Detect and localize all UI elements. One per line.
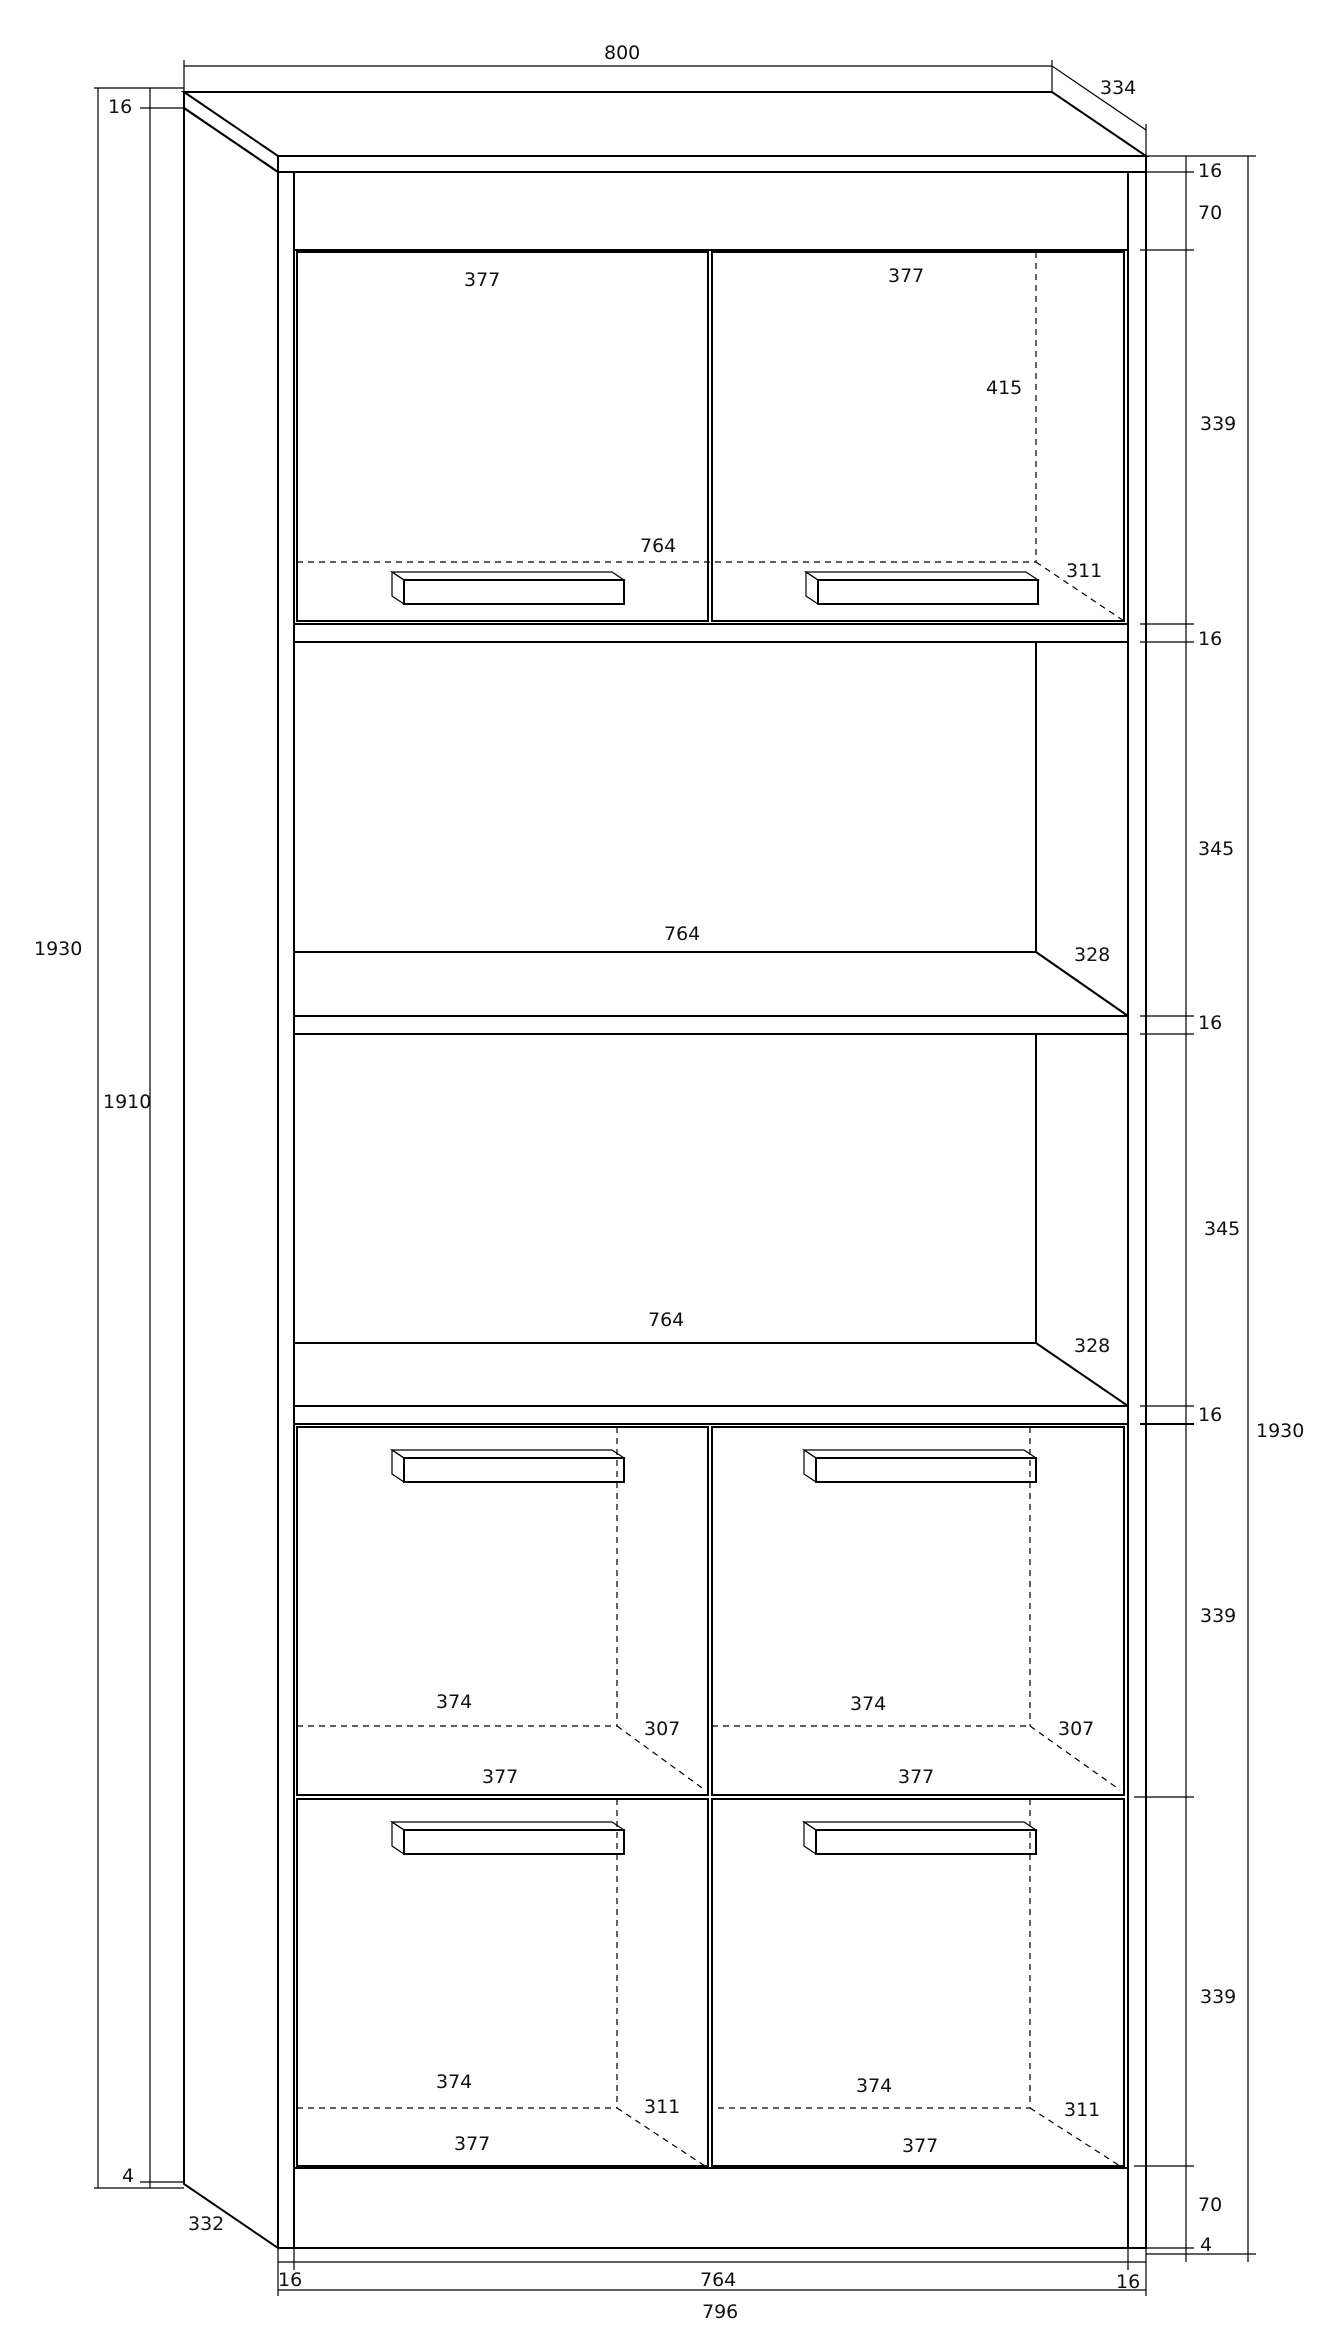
dim-top-drawer-depth: 311 [1066,560,1103,582]
handle-mid-right[interactable] [804,1450,1036,1482]
dim-right-divider-2: 16 [1198,1012,1223,1034]
dim-d3-left-depth: 307 [644,1718,681,1740]
dim-d4-left-depth: 311 [644,2096,681,2118]
dim-d3-left-inner: 374 [436,1691,473,1713]
dim-d3-right-width: 377 [898,1766,935,1788]
dim-right-drawer-row-1: 339 [1200,1605,1237,1627]
dim-overall-width: 800 [604,42,641,64]
dim-shelf2-depth: 328 [1074,1335,1111,1357]
dim-side-right-bottom: 16 [1116,2271,1141,2293]
divider-1 [294,624,1128,642]
dim-base-depth: 332 [188,2213,225,2235]
top-panel-front-edge [278,156,1146,172]
dim-shelf1-width: 764 [664,923,701,945]
dim-shelf1-depth: 328 [1074,944,1111,966]
dim-depth-top: 334 [1100,77,1137,99]
left-side-panel [184,108,278,2248]
dim-right-divider-1: 16 [1198,628,1223,650]
handle-top-right[interactable] [806,572,1038,604]
front-left-side [278,172,294,2248]
dim-shelf2-width: 764 [648,1309,685,1331]
dim-right-top-rail: 70 [1198,202,1223,224]
dim-d4-right-inner: 374 [856,2075,893,2097]
drawer-top-right [712,252,1124,621]
dim-d3-right-depth: 307 [1058,1718,1095,1740]
handle-mid-left[interactable] [392,1450,624,1482]
dimension-labels [34,42,1304,2323]
dim-d3-left-width: 377 [482,1766,519,1788]
dim-right-divider-3: 16 [1198,1404,1223,1426]
dim-overall-height-right: 1930 [1256,1420,1305,1442]
dim-top-drawer-right-width: 377 [888,265,925,287]
dim-top-drawer-inner-width: 764 [640,535,677,557]
dim-outer-width-bottom: 796 [702,2301,739,2323]
dim-d4-left-inner: 374 [436,2071,473,2093]
top-panel [184,92,1146,156]
dimension-lines [94,60,1256,2296]
dim-side-height: 1910 [103,1091,152,1113]
divider-2 [294,1016,1128,1034]
drawer-top-left [297,252,708,621]
handle-bottom-right[interactable] [804,1822,1036,1854]
dim-plinth-left: 4 [122,2165,135,2187]
front-right-side [1128,172,1146,2248]
dim-top-drawer-height: 415 [986,377,1023,399]
open-shelf-2 [294,1034,1128,1406]
lower-drawer-row-1 [297,1427,1124,1795]
top-rail [294,172,1128,250]
dim-inner-width: 764 [700,2269,737,2291]
dim-side-left-bottom: 16 [278,2269,303,2291]
dim-right-plinth-gap: 4 [1200,2234,1213,2256]
dim-top-drawer-left-width: 377 [464,269,501,291]
cabinet-body [184,92,1146,2248]
handle-top-left[interactable] [392,572,624,604]
plinth [294,2168,1128,2248]
dim-right-drawer-row-2: 339 [1200,1986,1237,2008]
divider-3 [294,1406,1128,1424]
open-shelf-1 [294,642,1128,1016]
dim-right-shelf-2: 345 [1204,1218,1241,1240]
dim-d4-left-width: 377 [454,2133,491,2155]
dim-d3-right-inner: 374 [850,1693,887,1715]
lower-drawer-row-2 [297,1799,1124,2166]
dim-right-plinth: 70 [1198,2194,1223,2216]
dim-overall-height-left: 1930 [34,938,83,960]
dim-right-top-drawer: 339 [1200,413,1237,435]
top-drawer-row [297,252,1124,621]
dim-top-thickness: 16 [108,96,133,118]
dim-d4-right-depth: 311 [1064,2099,1101,2121]
dim-right-top-thickness: 16 [1198,160,1223,182]
dim-right-shelf-1: 345 [1198,838,1235,860]
dim-d4-right-width: 377 [902,2135,939,2157]
handle-bottom-left[interactable] [392,1822,624,1854]
